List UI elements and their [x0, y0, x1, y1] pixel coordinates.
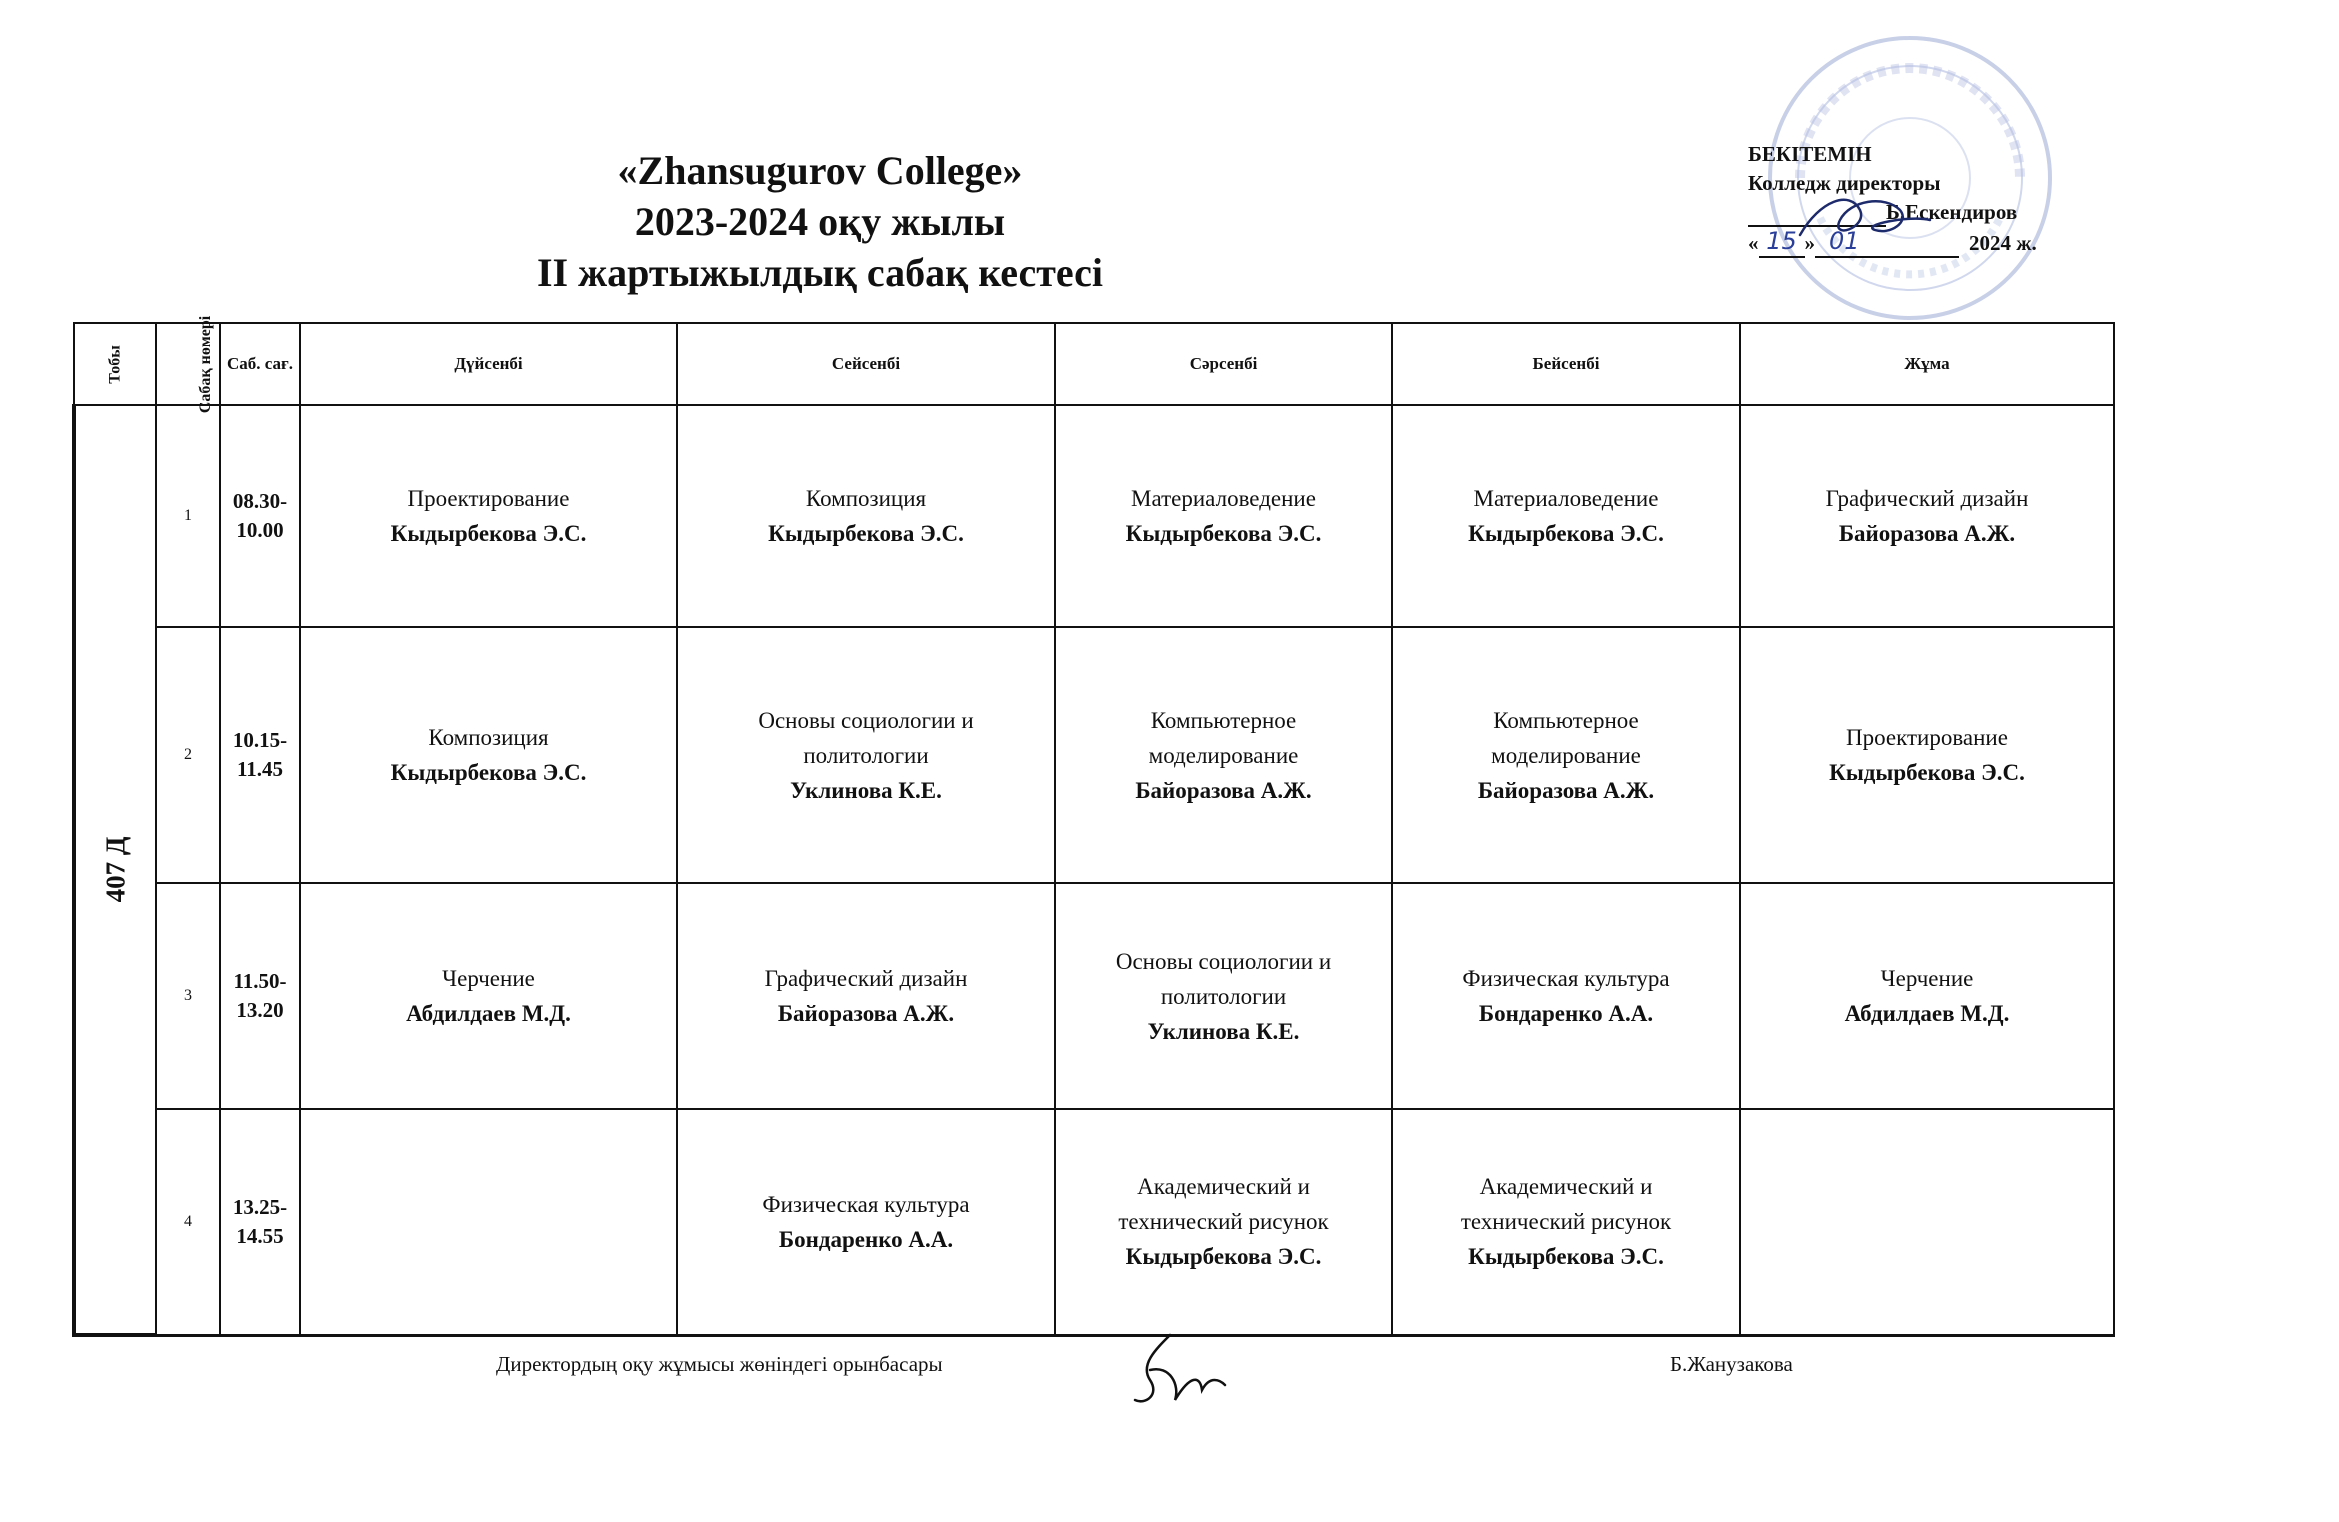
teacher-name: Бондаренко А.А.	[778, 1226, 954, 1252]
approval-position: Колледж директоры	[1748, 171, 1941, 195]
lesson-time-end: 11.45	[236, 757, 284, 781]
header-wednesday: Сәрсенбі	[1055, 323, 1392, 405]
teacher-name: Абдилдаев М.Д.	[406, 1001, 571, 1026]
header-monday: Дүйсенбі	[300, 323, 677, 405]
subject-name: Проектирование	[407, 486, 570, 511]
lesson-cell-tuesday	[677, 883, 1055, 1109]
lesson-cell-wednesday	[1055, 1109, 1392, 1335]
lesson-cell-monday	[300, 883, 677, 1109]
lesson-number: 3	[156, 883, 220, 1109]
lesson-cell-thursday	[1392, 1109, 1740, 1335]
subject-name: моделирование	[1491, 742, 1641, 768]
subject-name: технический рисунок	[1118, 1209, 1329, 1235]
lesson-time	[220, 883, 300, 1109]
lesson-cell-thursday	[1392, 627, 1740, 883]
lesson-cell-thursday	[1392, 405, 1740, 627]
lesson-number: 4	[156, 1109, 220, 1335]
lesson-cell-tuesday	[677, 405, 1055, 627]
lesson-cell-friday	[1740, 405, 2114, 627]
header-thursday: Бейсенбі	[1392, 323, 1740, 405]
teacher-name: Байоразова А.Ж.	[1477, 777, 1655, 803]
subject-name: Физическая культура	[762, 1191, 970, 1217]
subject-name: Материаловедение	[1473, 486, 1659, 511]
lesson-cell-friday	[1740, 1109, 2114, 1335]
lesson-cell-friday	[1740, 883, 2114, 1109]
lesson-cell-friday	[1740, 627, 2114, 883]
header-hours: Саб. сағ.	[220, 323, 300, 405]
lesson-time-end: 10.00	[236, 518, 284, 542]
lesson-time-start: 10.15-	[232, 728, 288, 752]
table-row	[74, 883, 2114, 1109]
teacher-name: Кыдырбекова Э.С.	[390, 760, 587, 785]
teacher-name: Абдилдаев М.Д.	[1844, 1001, 2010, 1026]
signature-blank	[1748, 201, 1886, 227]
teacher-name: Кыдырбекова Э.С.	[1125, 521, 1322, 546]
header-lesson-number: Сабақ нөмері	[156, 323, 220, 405]
lesson-cell-wednesday	[1055, 883, 1392, 1109]
title-line-year: 2023-2024 оқу жылы	[634, 199, 1006, 244]
teacher-name: Уклинова К.Е.	[790, 777, 942, 803]
subject-name: Черчение	[1880, 966, 1974, 991]
lesson-time-start: 13.25-	[232, 1194, 288, 1219]
teacher-name: Байоразова А.Ж.	[1838, 521, 2016, 546]
lesson-cell-tuesday	[677, 627, 1055, 883]
table-row	[74, 405, 2114, 627]
teacher-name: Кыдырбекова Э.С.	[390, 521, 587, 546]
teacher-name: Кыдырбекова Э.С.	[768, 521, 964, 546]
header-friday: Жұма	[1740, 323, 2114, 405]
table-row	[74, 627, 2114, 883]
subject-name: Графический дизайн	[764, 966, 968, 991]
title-line-schedule: II жартыжылдық сабақ кестесі	[536, 250, 1103, 295]
table-header-row	[74, 323, 2114, 405]
lesson-time	[220, 1109, 300, 1335]
lesson-cell-wednesday	[1055, 405, 1392, 627]
title-line-college: «Zhansugurov College»	[617, 148, 1023, 193]
date-year: 2024 ж.	[1969, 231, 2037, 255]
lesson-cell-tuesday	[677, 1109, 1055, 1335]
subject-name: технический рисунок	[1460, 1209, 1672, 1235]
teacher-name: Кыдырбекова Э.С.	[1125, 1244, 1322, 1270]
lesson-cell-monday	[300, 405, 677, 627]
subject-name: Академический и	[1479, 1174, 1653, 1200]
approval-heading: БЕКІТЕМІН	[1748, 142, 1872, 166]
schedule-table	[72, 315, 2115, 1337]
director-name: Б.Ескендиров	[1886, 200, 2018, 224]
lesson-time	[220, 405, 300, 627]
lesson-number: 2	[156, 627, 220, 883]
approval-signature-line	[1748, 198, 2068, 227]
subject-name: Черчение	[442, 966, 535, 991]
date-close-quote: »	[1804, 231, 1815, 255]
lesson-time-start: 11.50-	[233, 969, 287, 993]
deputy-signature	[1120, 1325, 1240, 1415]
approval-date-line	[1748, 227, 2068, 258]
footer-deputy-name: Б.Жанузакова	[1670, 1352, 1793, 1376]
subject-name: Основы социологии и	[1115, 948, 1332, 974]
teacher-name: Байоразова А.Ж.	[777, 1001, 955, 1026]
lesson-cell-thursday	[1392, 883, 1740, 1109]
lesson-time-start: 08.30-	[232, 489, 288, 513]
subject-name: Композиция	[805, 486, 927, 511]
footer-deputy-role: Директордың оқу жұмысы жөніндегі орынбасары	[496, 1352, 943, 1376]
approval-block	[1748, 140, 2068, 258]
subject-name: политологии	[803, 742, 929, 768]
lesson-cell-wednesday	[1055, 627, 1392, 883]
date-month: 01	[1815, 227, 1959, 258]
teacher-name: Уклинова К.Е.	[1147, 1018, 1300, 1044]
teacher-name: Байоразова А.Ж.	[1135, 777, 1312, 803]
group-name-cell: 407 Д	[74, 405, 156, 1335]
lesson-cell-monday	[300, 1109, 677, 1335]
subject-name: Основы социологии и	[758, 707, 974, 733]
subject-name: политологии	[1160, 983, 1287, 1009]
date-open-quote: «	[1748, 231, 1759, 255]
document-title	[390, 145, 1250, 298]
subject-name: Академический и	[1137, 1174, 1310, 1200]
subject-name: Материаловедение	[1131, 486, 1316, 511]
lesson-cell-monday	[300, 627, 677, 883]
table-row	[74, 1109, 2114, 1335]
teacher-name: Бондаренко А.А.	[1478, 1001, 1654, 1026]
header-group: Тобы	[74, 323, 156, 405]
date-day: 15	[1759, 227, 1805, 258]
lesson-time-end: 14.55	[236, 1223, 284, 1248]
teacher-name: Кыдырбекова Э.С.	[1468, 1244, 1664, 1270]
lesson-number: 1	[156, 405, 220, 627]
subject-name: Компьютерное	[1150, 707, 1297, 733]
subject-name: Проектирование	[1846, 725, 2008, 750]
teacher-name: Кыдырбекова Э.С.	[1829, 760, 2025, 785]
header-tuesday: Сейсенбі	[677, 323, 1055, 405]
lesson-time	[220, 627, 300, 883]
teacher-name: Кыдырбекова Э.С.	[1468, 521, 1664, 546]
subject-name: моделирование	[1148, 742, 1299, 768]
subject-name: Физическая культура	[1462, 966, 1670, 991]
lesson-time-end: 13.20	[236, 998, 284, 1022]
subject-name: Графический дизайн	[1825, 486, 2029, 511]
subject-name: Компьютерное	[1493, 707, 1639, 733]
subject-name: Композиция	[428, 725, 549, 750]
